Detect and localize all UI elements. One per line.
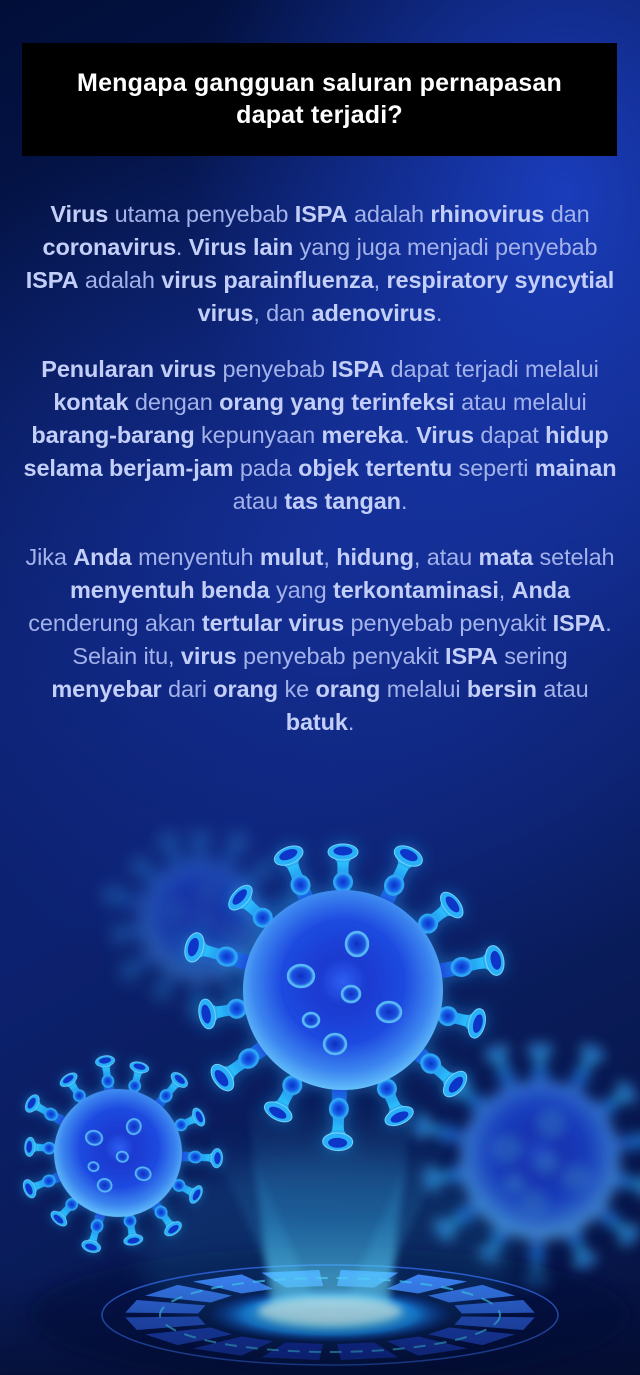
body-text xyxy=(15,198,625,762)
paragraph-contamination: Jika Anda menyentuh mulut, hidung, atau mata setelah menyentuh benda yang terkontaminasi, Anda cenderung akan tertular virus penyebab penyakit ISPA. Selain itu, virus penyebab penyakit ISPA sering menyebar dari orang ke orang melalui bersin atau batuk. xyxy=(25,544,615,735)
paragraph-transmission: Penularan virus penyebab ISPA dapat terjadi melalui kontak dengan orang yang terinfeksi atau melalui barang-barang kepunyaan mereka. Virus dapat hidup selama berjam-jam pada objek tertentu seperti mainan atau tas tangan. xyxy=(23,356,617,514)
header-box xyxy=(22,43,617,156)
paragraph-virus-causes: Virus utama penyebab ISPA adalah rhinovirus dan coronavirus. Virus lain yang juga menjadi penyebab ISPA adalah virus parainfluenza, respiratory syncytial virus, dan adenovirus. xyxy=(25,201,615,326)
virus-illustration xyxy=(0,755,640,1375)
page-title: Mengapa gangguan saluran pernapasan dapat terjadi? xyxy=(77,69,562,129)
